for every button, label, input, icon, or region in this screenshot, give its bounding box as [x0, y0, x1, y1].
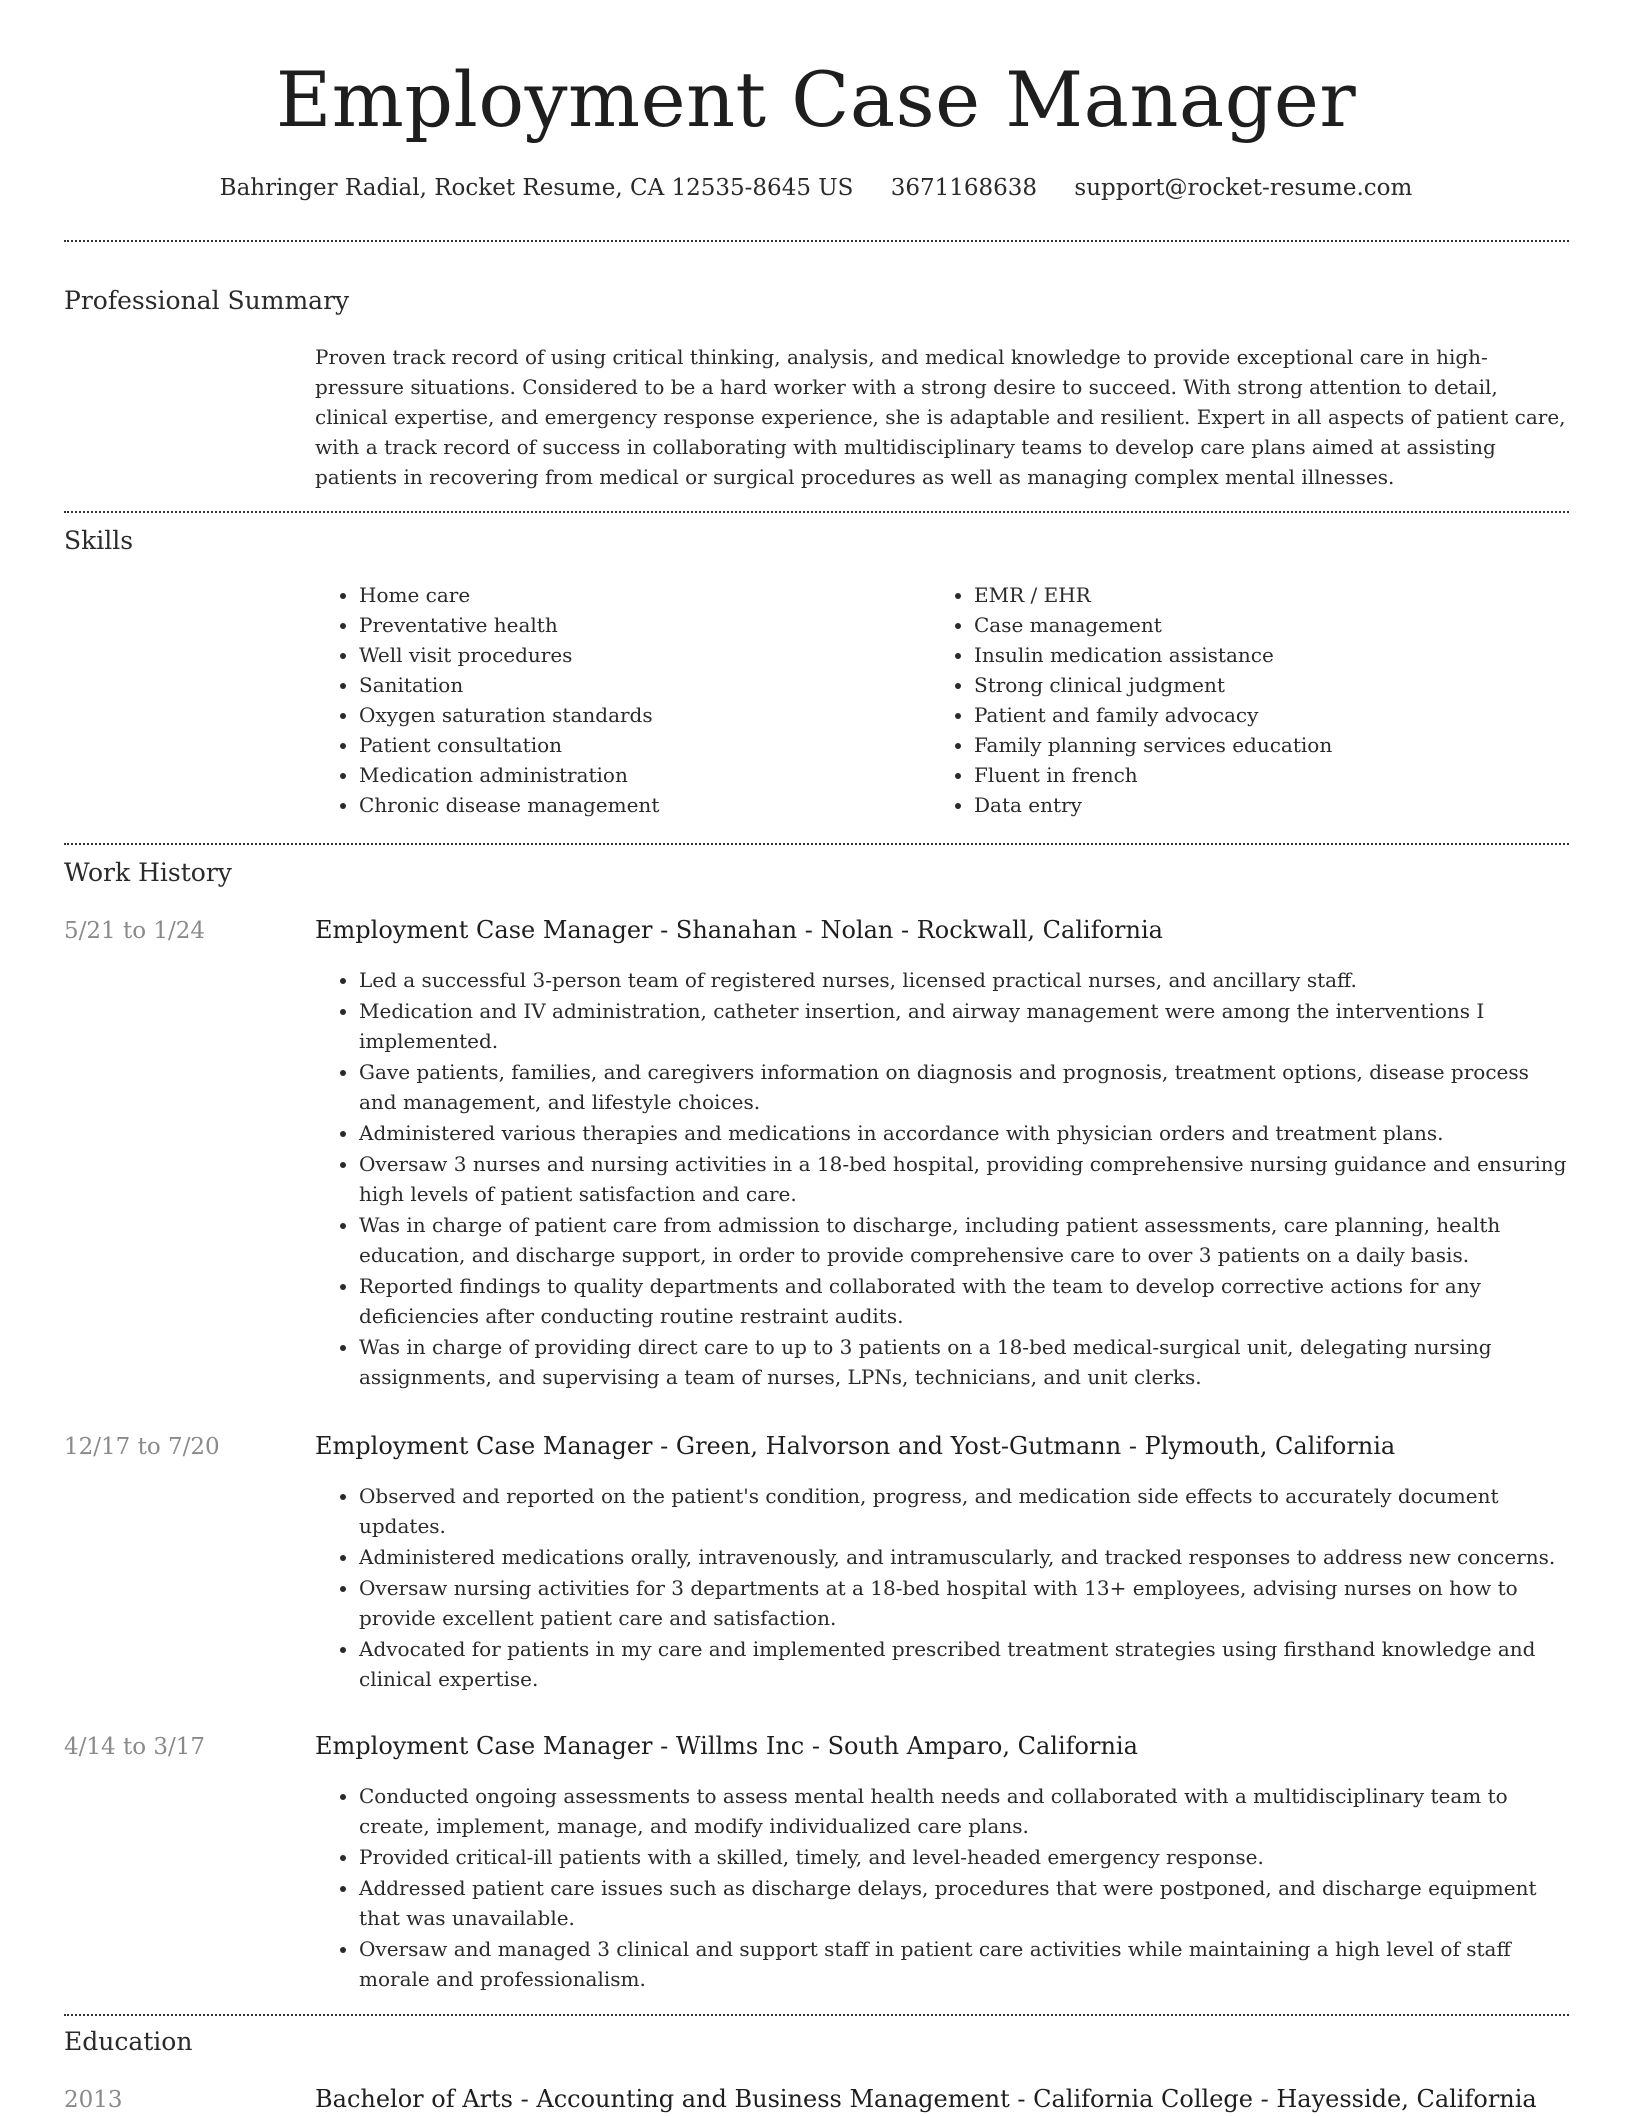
job-title: Employment Case Manager - Shanahan - Nolan - Rockwall, California	[315, 916, 1163, 944]
skill-item: • Insulin medication assistance	[974, 640, 1545, 670]
job-bullet: • Medication and IV administration, catheter insertion, and airway management were among the interventions I implemented.	[359, 996, 1569, 1056]
job-bullet: • Was in charge of patient care from admission to discharge, including patient assessments, care planning, health education, and discharge support, in order to provide comprehensive care to over 3 patients on a daily basis.	[359, 1210, 1569, 1270]
skills-list	[315, 580, 1569, 820]
divider	[64, 511, 1569, 513]
job-bullet: • Advocated for patients in my care and implemented prescribed treatment strategies using firsthand knowledge and clinical expertise.	[359, 1634, 1569, 1694]
skill-item: • Case management	[974, 610, 1545, 640]
section-title-work: Work History	[64, 858, 232, 887]
job-bullet: • Led a successful 3-person team of registered nurses, licensed practical nurses, and ancillary staff.	[359, 965, 1569, 995]
skills-column-right	[930, 580, 1545, 820]
contact-address: Bahringer Radial, Rocket Resume, CA 12535-8645 US	[219, 175, 854, 201]
job-dates: 4/14 to 3/17	[64, 1734, 206, 1760]
skill-item: • Oxygen saturation standards	[359, 700, 930, 730]
job-bullets	[315, 1481, 1569, 1695]
job-bullet: • Was in charge of providing direct care to up to 3 patients on a 18-bed medical-surgical unit, delegating nursing assignments, and supervising a team of nurses, LPNs, technicians, and unit clerks.	[359, 1332, 1569, 1392]
education-year: 2013	[64, 2087, 123, 2113]
skill-item: • Patient consultation	[359, 730, 930, 760]
job-bullet: • Addressed patient care issues such as discharge delays, procedures that were postponed, and discharge equipment that was unavailable.	[359, 1873, 1569, 1933]
job-bullet: • Provided critical-ill patients with a skilled, timely, and level-headed emergency response.	[359, 1842, 1569, 1872]
skill-item: • Sanitation	[359, 670, 930, 700]
skills-column-left	[315, 580, 930, 820]
section-title-skills: Skills	[64, 526, 134, 555]
section-title-summary: Professional Summary	[64, 286, 350, 315]
job-title: Employment Case Manager - Green, Halvorson and Yost-Gutmann - Plymouth, California	[315, 1432, 1396, 1460]
skill-item: • Preventative health	[359, 610, 930, 640]
job-bullet: • Oversaw nursing activities for 3 departments at a 18-bed hospital with 13+ employees, advising nurses on how to provide excellent patient care and satisfaction.	[359, 1573, 1569, 1633]
job-bullets	[315, 1781, 1569, 1995]
contact-email[interactable]: support@rocket-resume.com	[1074, 175, 1413, 201]
skill-item: • EMR / EHR	[974, 580, 1545, 610]
skill-item: • Well visit procedures	[359, 640, 930, 670]
section-title-education: Education	[64, 2027, 193, 2056]
job-bullet: • Oversaw and managed 3 clinical and support staff in patient care activities while maintaining a high level of staff morale and professionalism.	[359, 1934, 1569, 1994]
job-dates: 12/17 to 7/20	[64, 1434, 220, 1460]
skill-item: • Chronic disease management	[359, 790, 930, 820]
skill-item: • Strong clinical judgment	[974, 670, 1545, 700]
divider	[64, 843, 1569, 845]
job-dates: 5/21 to 1/24	[64, 918, 206, 944]
skill-item: • Home care	[359, 580, 930, 610]
skill-item: • Medication administration	[359, 760, 930, 790]
job-bullet: • Reported findings to quality departments and collaborated with the team to develop corrective actions for any deficiencies after conducting routine restraint audits.	[359, 1271, 1569, 1331]
divider	[64, 2014, 1569, 2016]
contact-phone: 3671168638	[890, 175, 1038, 201]
skill-item: • Patient and family advocacy	[974, 700, 1545, 730]
job-bullet: • Gave patients, families, and caregivers information on diagnosis and prognosis, treatment options, disease process and management, and lifestyle choices.	[359, 1057, 1569, 1117]
job-bullet: • Oversaw 3 nurses and nursing activities in a 18-bed hospital, providing comprehensive nursing guidance and ensuring high levels of patient satisfaction and care.	[359, 1149, 1569, 1209]
skill-item: • Family planning services education	[974, 730, 1545, 760]
education-degree: Bachelor of Arts - Accounting and Business Management - California College - Hayesside, California	[315, 2085, 1537, 2113]
job-bullet: • Observed and reported on the patient's condition, progress, and medication side effects to accurately document updates.	[359, 1481, 1569, 1541]
job-bullet: • Conducted ongoing assessments to assess mental health needs and collaborated with a multidisciplinary team to create, implement, manage, and modify individualized care plans.	[359, 1781, 1569, 1841]
summary-text: Proven track record of using critical thinking, analysis, and medical knowledge to provide exceptional care in high-pressure situations. Considered to be a hard worker with a strong desire to succeed. With strong attention to detail, clinical expertise, and emergency response experience, she is adaptable and resilient. Expert in all aspects of patient care, with a track record of success in collaborating with multidisciplinary teams to develop care plans aimed at assisting patients in recovering from medical or surgical procedures as well as managing complex mental illnesses.	[315, 345, 1566, 489]
skill-item: • Fluent in french	[974, 760, 1545, 790]
divider	[64, 240, 1569, 242]
resume-name: Employment Case Manager	[275, 55, 1357, 144]
job-bullet: • Administered medications orally, intravenously, and intramuscularly, and tracked responses to address new concerns.	[359, 1542, 1569, 1572]
job-title: Employment Case Manager - Willms Inc - South Amparo, California	[315, 1732, 1138, 1760]
job-bullets	[315, 965, 1569, 1393]
contact-line	[0, 168, 1632, 208]
skill-item: • Data entry	[974, 790, 1545, 820]
job-bullet: • Administered various therapies and medications in accordance with physician orders and treatment plans.	[359, 1118, 1569, 1148]
